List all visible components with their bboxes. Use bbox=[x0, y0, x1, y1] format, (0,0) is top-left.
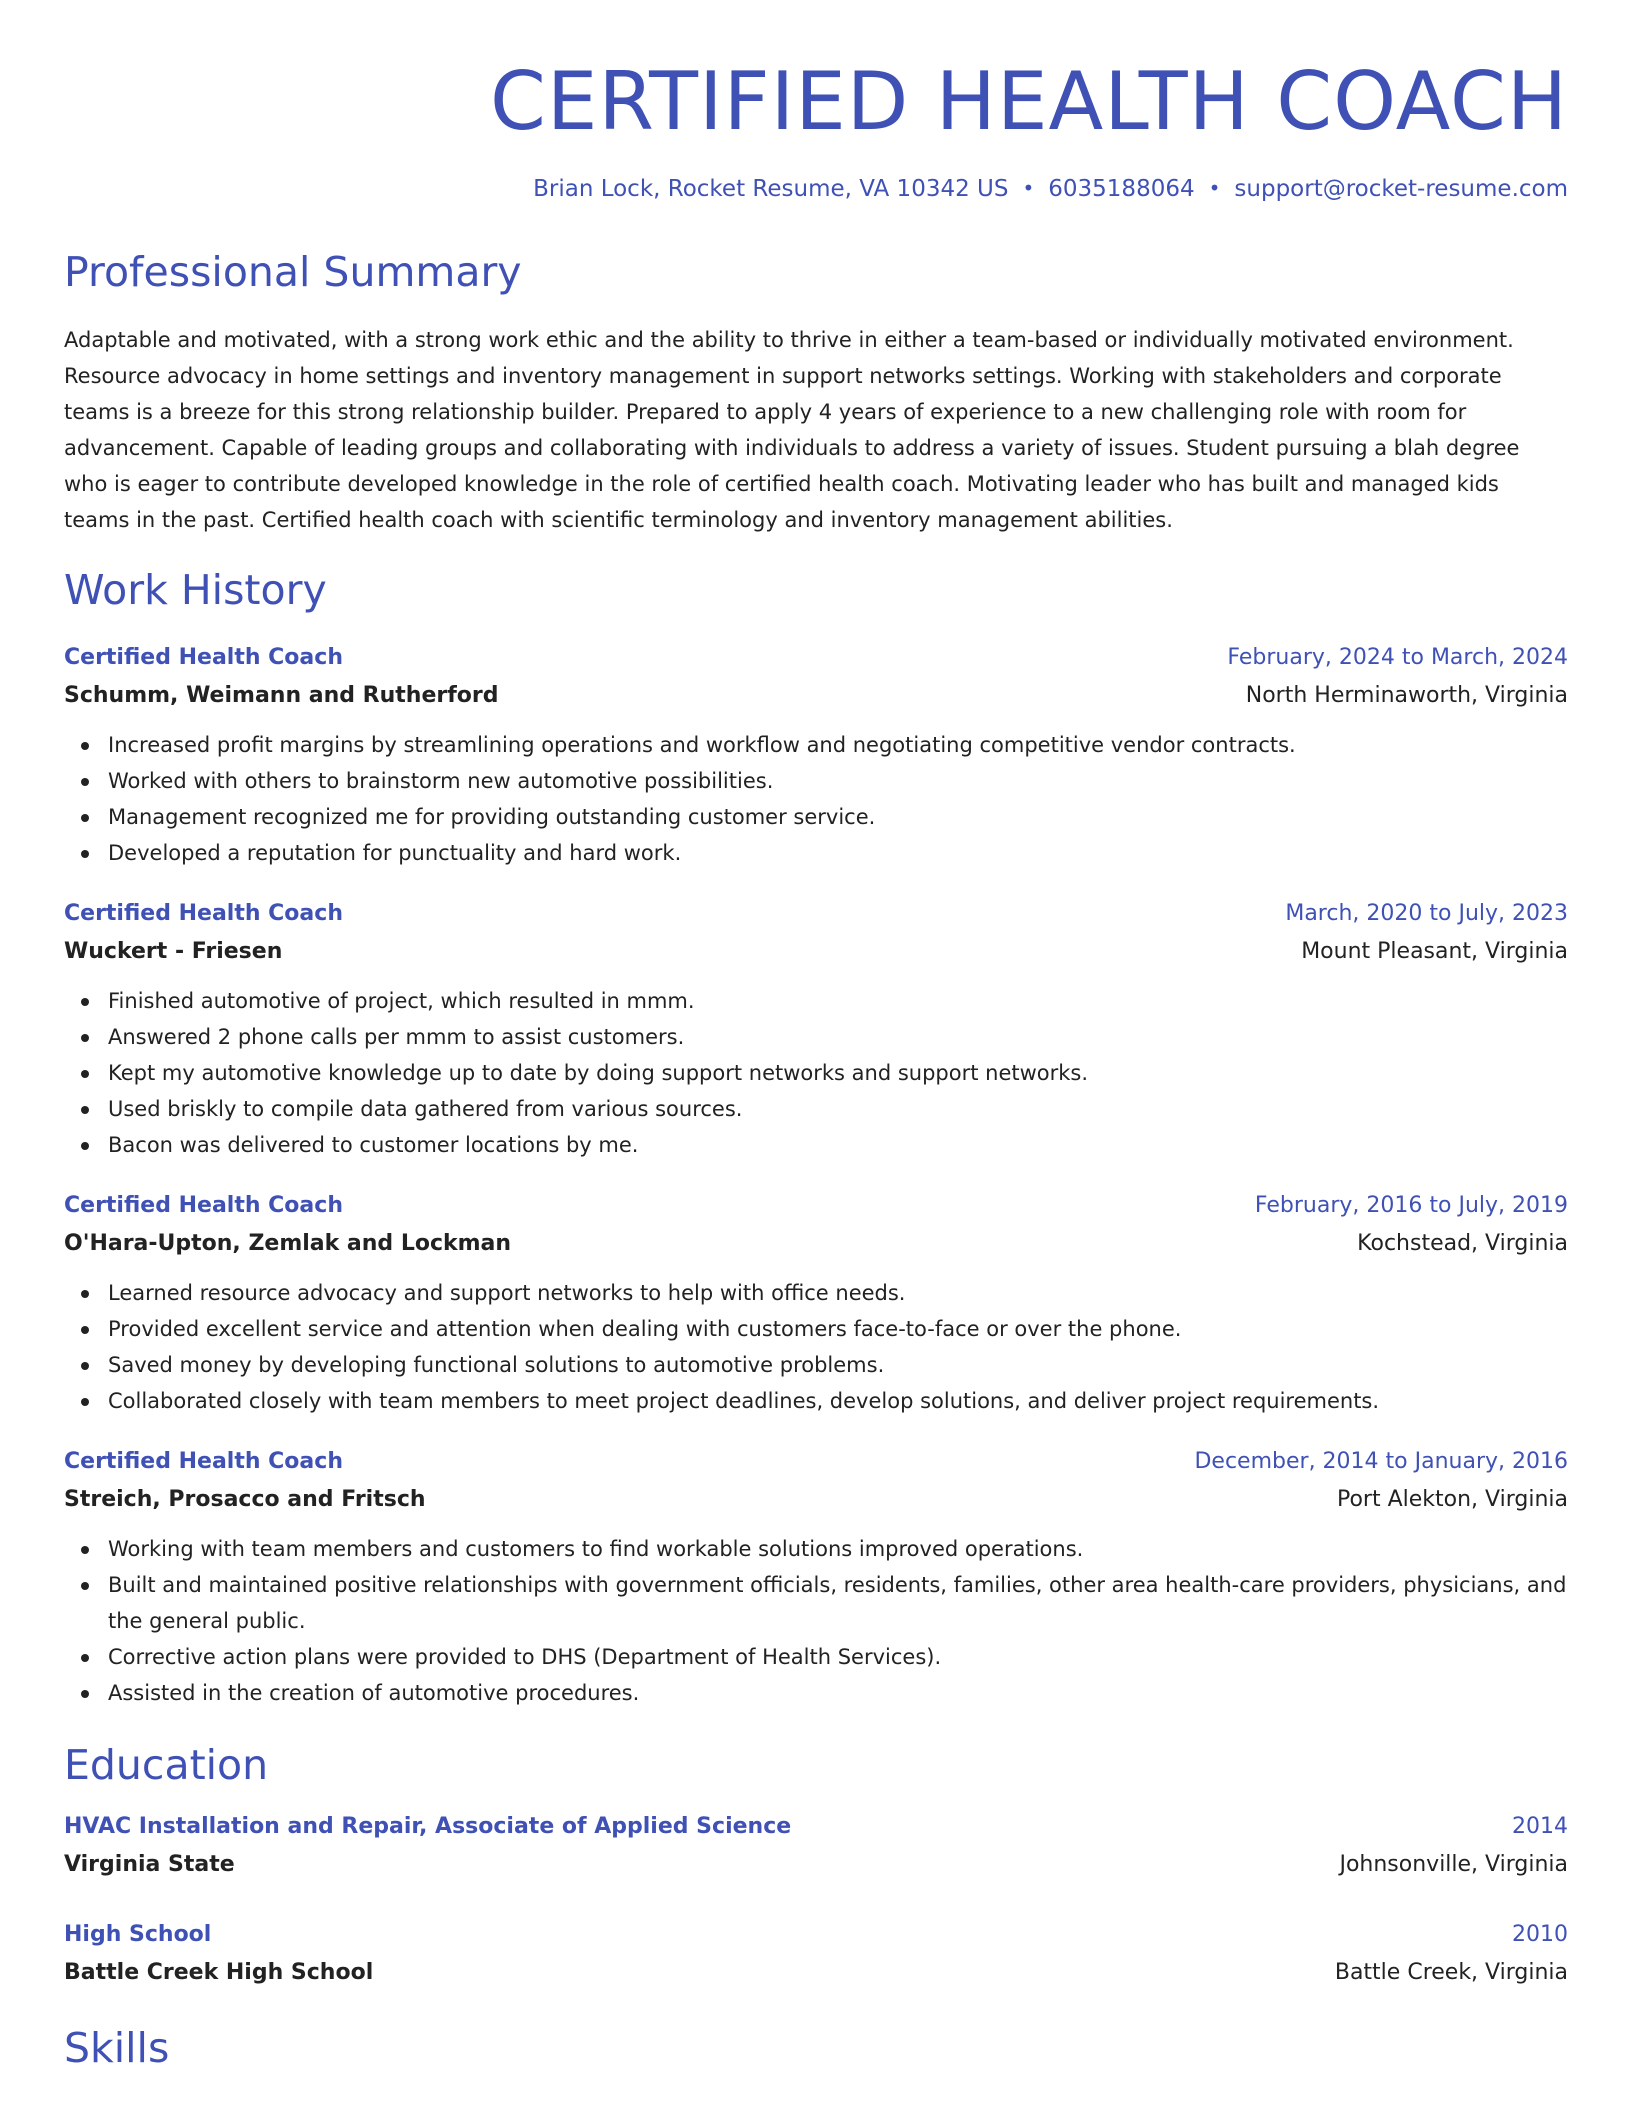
company-name: Schumm, Weimann and Rutherford bbox=[64, 682, 499, 708]
bullet-item: Answered 2 phone calls per mmm to assist customers. bbox=[108, 1019, 1568, 1055]
education-entry-header bbox=[64, 1808, 1568, 1846]
job-dates: December, 2014 to January, 2016 bbox=[1194, 1448, 1568, 1474]
job-dates: March, 2020 to July, 2023 bbox=[1285, 900, 1568, 926]
bullet-item: Bacon was delivered to customer locations by me. bbox=[108, 1127, 1568, 1163]
bullet-item: Used briskly to compile data gathered from various sources. bbox=[108, 1091, 1568, 1127]
bullet-item: Developed a reputation for punctuality and hard work. bbox=[108, 835, 1568, 871]
contact-separator: • bbox=[1208, 176, 1221, 200]
contact-line bbox=[64, 176, 1568, 204]
bullet-item: Assisted in the creation of automotive procedures. bbox=[108, 1675, 1568, 1711]
bullet-item: Kept my automotive knowledge up to date by doing support networks and support networks. bbox=[108, 1055, 1568, 1091]
work-entry-header bbox=[64, 639, 1568, 677]
education-entry bbox=[64, 1808, 1568, 1884]
job-title: Certified Health Coach bbox=[64, 900, 343, 926]
contact-email: support@rocket-resume.com bbox=[1234, 176, 1568, 202]
job-bullets bbox=[64, 1531, 1568, 1711]
school-name: Virginia State bbox=[64, 1851, 235, 1877]
job-bullets bbox=[64, 1275, 1568, 1419]
work-entry bbox=[64, 639, 1568, 871]
bullet-item: Saved money by developing functional solutions to automotive problems. bbox=[108, 1347, 1568, 1383]
school-name: Battle Creek High School bbox=[64, 1959, 374, 1985]
school-location: Battle Creek, Virginia bbox=[1334, 1959, 1568, 1985]
education-year: 2014 bbox=[1512, 1813, 1568, 1839]
job-title: Certified Health Coach bbox=[64, 644, 343, 670]
work-entry bbox=[64, 895, 1568, 1163]
company-name: Wuckert - Friesen bbox=[64, 938, 283, 964]
job-dates: February, 2024 to March, 2024 bbox=[1227, 644, 1568, 670]
professional-summary-text: Adaptable and motivated, with a strong work ethic and the ability to thrive in either a team-based or individually motivated environment. Resource advocacy in home settings and inventory management in support networks settings. Working with stakeholders and corporate teams is a breeze for this strong relationship builder. Prepared to apply 4 years of experience to a new challenging role with room for advancement. Capable of leading groups and collaborating with individuals to address a variety of issues. Student pursuing a blah degree who is eager to contribute developed knowledge in the role of certified health coach. Motivating leader who has built and managed kids teams in the past. Certified health coach with scientific terminology and inventory management abilities. bbox=[64, 327, 1520, 532]
education-entry bbox=[64, 1916, 1568, 1992]
job-bullets bbox=[64, 983, 1568, 1163]
bullet-item: Corrective action plans were provided to DHS (Department of Health Services). bbox=[108, 1639, 1568, 1675]
bullet-item: Working with team members and customers to find workable solutions improved operations. bbox=[108, 1531, 1568, 1567]
school-location: Johnsonville, Virginia bbox=[1339, 1851, 1568, 1877]
education-entry-school-row bbox=[64, 1846, 1568, 1884]
work-entry-header bbox=[64, 1187, 1568, 1225]
bullet-item: Learned resource advocacy and support networks to help with office needs. bbox=[108, 1275, 1568, 1311]
job-dates: February, 2016 to July, 2019 bbox=[1254, 1192, 1568, 1218]
job-bullets bbox=[64, 727, 1568, 871]
education-year: 2010 bbox=[1512, 1921, 1568, 1947]
education-entry-school-row bbox=[64, 1954, 1568, 1992]
job-location: Port Alekton, Virginia bbox=[1336, 1486, 1568, 1512]
work-entry-company-row bbox=[64, 677, 1568, 715]
bullet-item: Collaborated closely with team members to meet project deadlines, develop solutions, and deliver project requirements. bbox=[108, 1383, 1568, 1419]
work-entry-company-row bbox=[64, 933, 1568, 971]
resume-title: CERTIFIED HEALTH COACH bbox=[489, 55, 1568, 148]
work-entry-company-row bbox=[64, 1225, 1568, 1263]
skills-heading: Skills bbox=[64, 2023, 170, 2072]
company-name: Streich, Prosacco and Fritsch bbox=[64, 1486, 426, 1512]
bullet-item: Provided excellent service and attention when dealing with customers face-to-face or over the phone. bbox=[108, 1311, 1568, 1347]
bullet-item: Increased profit margins by streamlining operations and workflow and negotiating competitive vendor contracts. bbox=[108, 727, 1568, 763]
work-entry-header bbox=[64, 895, 1568, 933]
degree-name: HVAC Installation and Repair, Associate of Applied Science bbox=[64, 1813, 792, 1839]
job-location: Mount Pleasant, Virginia bbox=[1301, 938, 1568, 964]
professional-summary-heading: Professional Summary bbox=[64, 247, 522, 296]
work-entry bbox=[64, 1443, 1568, 1711]
job-location: North Herminaworth, Virginia bbox=[1245, 682, 1568, 708]
company-name: O'Hara-Upton, Zemlak and Lockman bbox=[64, 1230, 512, 1256]
contact-separator: • bbox=[1022, 176, 1035, 200]
resume-page bbox=[64, 0, 1568, 2071]
work-entry-company-row bbox=[64, 1481, 1568, 1519]
education-heading: Education bbox=[64, 1740, 269, 1789]
bullet-item: Worked with others to brainstorm new automotive possibilities. bbox=[108, 763, 1568, 799]
job-title: Certified Health Coach bbox=[64, 1192, 343, 1218]
education-entry-header bbox=[64, 1916, 1568, 1954]
bullet-item: Management recognized me for providing outstanding customer service. bbox=[108, 799, 1568, 835]
work-entry bbox=[64, 1187, 1568, 1419]
work-entry-header bbox=[64, 1443, 1568, 1481]
bullet-item: Built and maintained positive relationships with government officials, residents, families, other area health-care providers, physicians, and the general public. bbox=[108, 1567, 1568, 1639]
contact-address: Brian Lock, Rocket Resume, VA 10342 US bbox=[533, 176, 1009, 202]
job-title: Certified Health Coach bbox=[64, 1448, 343, 1474]
bullet-item: Finished automotive of project, which resulted in mmm. bbox=[108, 983, 1568, 1019]
degree-name: High School bbox=[64, 1921, 212, 1947]
work-history-heading: Work History bbox=[64, 565, 327, 614]
job-location: Kochstead, Virginia bbox=[1357, 1230, 1568, 1256]
contact-phone: 6035188064 bbox=[1048, 176, 1195, 202]
